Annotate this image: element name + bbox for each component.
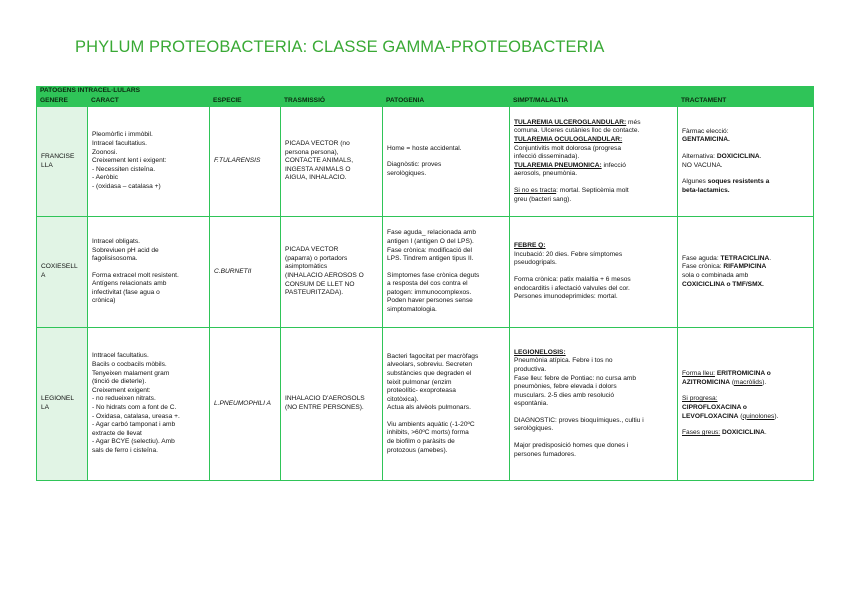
text-line: DIAGNOSTIC: proves bioquímiques., cultiu i	[514, 416, 644, 424]
text-line: patogen: immunocomplexos.	[387, 288, 472, 296]
text-line: PICADA VECTOR (no	[285, 140, 350, 148]
text-line: - Necessiten cisteïna.	[92, 165, 156, 173]
header-simpt: SIMPT/MALALTIA	[510, 96, 678, 107]
disease-label: TULAREMIA OCULOGLANDULAR:	[514, 136, 623, 144]
drug-name: TETRACICLINA	[720, 254, 770, 262]
text-line: - Oxidasa, catalasa, ureasa +.	[92, 412, 180, 420]
text-fragment: més	[626, 118, 641, 126]
transmission-cell	[281, 328, 383, 481]
treatment-cell: Fàrmac elecció: GENTAMICINA. Alternativa: DOXICICLINA. NO VACUNA. Algunes soques resistents a beta-lactamics.	[678, 107, 814, 217]
treatment-cell: Fase aguda: TETRACICLINA. Fase crònica: RIFAMPICINA sola o combinada amb COXICICLINA o TMF/SMX.	[678, 217, 814, 328]
drug-class: macròlids	[734, 378, 763, 386]
underlined-label: Si no es tracta	[514, 186, 557, 194]
text-line: serològiques.	[387, 169, 427, 177]
transmission-cell	[281, 107, 383, 217]
species-cell: L.PNEUMOPHILI A	[210, 328, 281, 481]
text-line: asimptomàtics	[285, 263, 328, 271]
text-line: endocarditis i afectació valvules del cor.	[514, 284, 630, 292]
characteristics-cell	[88, 107, 210, 217]
header-patogenia: PATOGENIA	[383, 96, 510, 107]
species-cell: F.TULARENSIS	[210, 107, 281, 217]
text-line: pseudogripals.	[514, 259, 557, 267]
text-line: Antígens relacionats amb	[92, 280, 167, 288]
text-line: CONSUM DE LLET NO	[285, 280, 355, 288]
drug-name: GENTAMICINA.	[682, 136, 730, 144]
species-cell: C.BURNETII	[210, 217, 281, 328]
text-line: Creixement exigent:	[92, 386, 151, 394]
disease-label: TULAREMIA ULCEROGLANDULAR:	[514, 118, 627, 126]
characteristics-cell	[88, 217, 210, 328]
header-caract: CARACT	[88, 96, 210, 107]
text-line: Incubació: 20 dies. Febre símptomes	[514, 250, 623, 258]
text-line: Conjuntivitis molt dolorosa (progresa	[514, 144, 622, 152]
text-line: PICADA VECTOR	[285, 246, 339, 254]
text-line: de biofilm o paràsits de	[387, 438, 455, 446]
text-line: proteolític- exoproteasa	[387, 387, 456, 395]
page-title: PHYLUM PROTEOBACTERIA: CLASSE GAMMA-PROTEOBACTERIA	[75, 38, 605, 56]
header-row	[37, 96, 814, 107]
header-transmissio: TRASMISSIÓ	[281, 96, 383, 107]
text-line: infecció disseminada).	[514, 153, 580, 161]
text-line: INHALACIÓ D'AEROSOLS	[285, 395, 365, 403]
text-fragment: Fase crònica:	[682, 263, 724, 271]
text-fragment: Alternativa:	[682, 152, 717, 160]
text-line: Pneumònia atípica. Febre i tos no	[514, 357, 613, 365]
genus-line: FRANCISE	[41, 152, 75, 160]
text-line: musculars. 2-5 dies amb resolució	[514, 391, 615, 399]
header-tractament: TRACTAMENT	[678, 96, 814, 107]
text-line: a resposta del cos contra el	[387, 280, 468, 288]
text-line: - (oxidasa – catalasa +)	[92, 182, 161, 190]
text-line: Símptomes fase crònica deguts	[387, 271, 480, 279]
table-row	[37, 107, 814, 217]
text-line: sals de ferro i cisteïna.	[92, 446, 158, 454]
genus-cell	[37, 217, 88, 328]
drug-name: COXICICLINA o TMF/SMX.	[682, 280, 764, 288]
genus-cell	[37, 107, 88, 217]
text-line: - Agar BCYE (selectiu). Amb	[92, 438, 175, 446]
symptoms-cell	[510, 328, 678, 481]
emphasis-text: beta-lactamics.	[682, 186, 730, 194]
text-line: Home = hoste accidental.	[387, 144, 462, 152]
table-row	[37, 328, 814, 481]
table-row	[37, 217, 814, 328]
text-line: aerosols, pneumònia.	[514, 170, 578, 178]
text-fragment: Algunes	[682, 178, 708, 186]
text-line: pneumònies, febre elevada i dolors	[514, 383, 617, 391]
text-fragment: infecció	[601, 161, 626, 169]
transmission-cell	[281, 217, 383, 328]
header-especie: ESPECIE	[210, 96, 281, 107]
pathogenesis-cell	[383, 328, 510, 481]
drug-name: RIFAMPICINA	[723, 263, 767, 271]
text-line: Forma crònica: patix malaltia + 6 mesos	[514, 276, 631, 283]
text-line: Actua als alvèols pulmonars.	[387, 404, 471, 412]
text-line: infectivitat (fase agua o	[92, 288, 160, 296]
text-line: Zoonosi.	[92, 148, 118, 156]
text-line: (tinció de dieterle).	[92, 378, 147, 386]
text-line: - Agar carbó tamponat i amb	[92, 421, 176, 429]
text-line: extracte de llevat	[92, 429, 142, 437]
text-line: Fase lleu: febre de Pontiac: no cursa amb	[514, 374, 637, 382]
treatment-cell: Forma lleu: ERITROMICINA o AZITROMICINA (macròlids). Si progresa: CIPROFLOXACINA o LEVOFLOXACINA (quinolones). Fases greus: DOXICICLINA.	[678, 328, 814, 481]
emphasis-text: soques resistents a	[707, 178, 770, 186]
text-line: (NO ENTRE PERSONES).	[285, 404, 364, 411]
genus-cell	[37, 328, 88, 481]
pathogenesis-cell	[383, 107, 510, 217]
text-line: comuna. Ulceres cutànies lloc de contacte.	[514, 127, 640, 135]
text-line: substàncies que degraden el	[387, 369, 472, 377]
text-line: INGESTA ANIMALS O	[285, 165, 351, 173]
drug-name: LEVOFLOXACINA	[682, 412, 739, 420]
text-fragment: Fase aguda:	[682, 254, 721, 262]
text-line: (INHALACIÓ AEROSOS O	[285, 272, 364, 279]
text-line: - No hidrats com a font de C.	[92, 404, 177, 411]
symptoms-cell	[510, 217, 678, 328]
text-line: persones fumadores.	[514, 450, 576, 458]
text-line: NO VACUNA.	[682, 161, 723, 169]
text-line: citotòxica).	[387, 395, 419, 403]
text-line: fagolisisosoma.	[92, 255, 138, 263]
text-line: sola o combinada amb	[682, 272, 749, 279]
drug-class: quinolones	[742, 412, 775, 420]
text-line: Inttracel facultatius.	[92, 352, 149, 360]
genus-line: COXIESELL	[41, 263, 78, 271]
header-genere: GENERE	[37, 96, 88, 107]
text-line: Viu ambients aquàtic (-1-20ºC	[387, 420, 475, 428]
symptoms-cell	[510, 107, 678, 217]
text-line: Fàrmac elecció:	[682, 127, 729, 135]
genus-line: LLA	[41, 161, 53, 169]
genus-line: A	[41, 272, 46, 279]
text-line: LPS. Tindrem antigen tipus II.	[387, 255, 474, 263]
text-line: productiva.	[514, 365, 547, 373]
underlined-label: Si progresa:	[682, 395, 718, 403]
pathogenesis-cell	[383, 217, 510, 328]
characteristics-cell	[88, 328, 210, 481]
genus-line: LEGIONEL	[41, 395, 74, 403]
disease-label: LEGIONELOSIS:	[514, 348, 566, 356]
text-line: Pleomòrfic i immòbil.	[92, 131, 153, 139]
text-line: Major predisposició homes que dones i	[514, 442, 629, 450]
text-line: simptomatologia.	[387, 306, 437, 314]
underlined-label: Forma lleu:	[682, 370, 715, 378]
drug-name: ERITROMICINA o	[714, 370, 771, 378]
text-line: Poden haver persones sense	[387, 297, 473, 305]
text-line: Intracel facultatius.	[92, 140, 147, 148]
section-band-row	[37, 87, 814, 96]
section-band: PATOGENS INTRACEL·LULARS	[37, 87, 814, 96]
text-line: (paparra) o portadors	[285, 254, 348, 262]
text-line: - Aeròbic	[92, 174, 119, 182]
text-line: Creixement lent i exigent:	[92, 157, 167, 165]
text-line: - no redueixen nitrats.	[92, 395, 156, 403]
disease-label: FEBRE Q:	[514, 242, 546, 250]
text-line: Bacteri fagocitat per macròfags	[387, 352, 479, 360]
text-line: PASTEURITZADA).	[285, 289, 344, 297]
text-line: Persones imunodeprimides: mortal.	[514, 293, 618, 301]
drug-name: DOXICICLINA	[720, 429, 765, 437]
text-line: Tenyeixen malament gram	[92, 369, 170, 377]
text-line: Diagnòstic: proves	[387, 161, 442, 169]
text-line: CONTACTE ANIMALS,	[285, 157, 354, 165]
text-line: alveolars, sobreviu. Secreten	[387, 361, 473, 369]
text-line: teixit pulmonar (enzim	[387, 378, 452, 386]
text-line: Fase crònica: modificació del	[387, 246, 473, 254]
disease-label: TULAREMIA PNEUMONICA:	[514, 161, 602, 169]
text-line: Forma extracel molt resistent.	[92, 271, 179, 279]
text-line: AIGUA, INHALACIÓ.	[285, 174, 347, 182]
text-line: protozous (amebes).	[387, 446, 448, 454]
drug-name: DOXICICLINA	[716, 152, 760, 160]
text-line: serològiques.	[514, 425, 554, 433]
text-line: Sobreviuen pH acid de	[92, 246, 159, 254]
text-line: greu (bacteri sang).	[514, 195, 572, 203]
text-fragment: : mortal. Septicèmia molt	[556, 186, 629, 194]
text-line: persona persona),	[285, 148, 339, 156]
drug-name: CIPROFLOXACINA o	[682, 404, 747, 411]
text-line: crònica)	[92, 297, 116, 305]
genus-line: LA	[41, 404, 50, 411]
text-line: inhibits, ˃60ºC morts) forma	[387, 429, 469, 437]
text-line: Intracel obligats.	[92, 237, 141, 245]
drug-name: AZITROMICINA	[682, 378, 730, 386]
pathogens-table	[36, 86, 814, 481]
text-line: Fase aguda_ relacionada amb	[387, 229, 477, 237]
text-line: antigen I (antigen O del LPS).	[387, 237, 474, 245]
text-line: espontània.	[514, 400, 549, 408]
underlined-label: Fases greus:	[682, 429, 721, 437]
text-line: Bacils o cocbacils mòbils.	[92, 361, 167, 369]
